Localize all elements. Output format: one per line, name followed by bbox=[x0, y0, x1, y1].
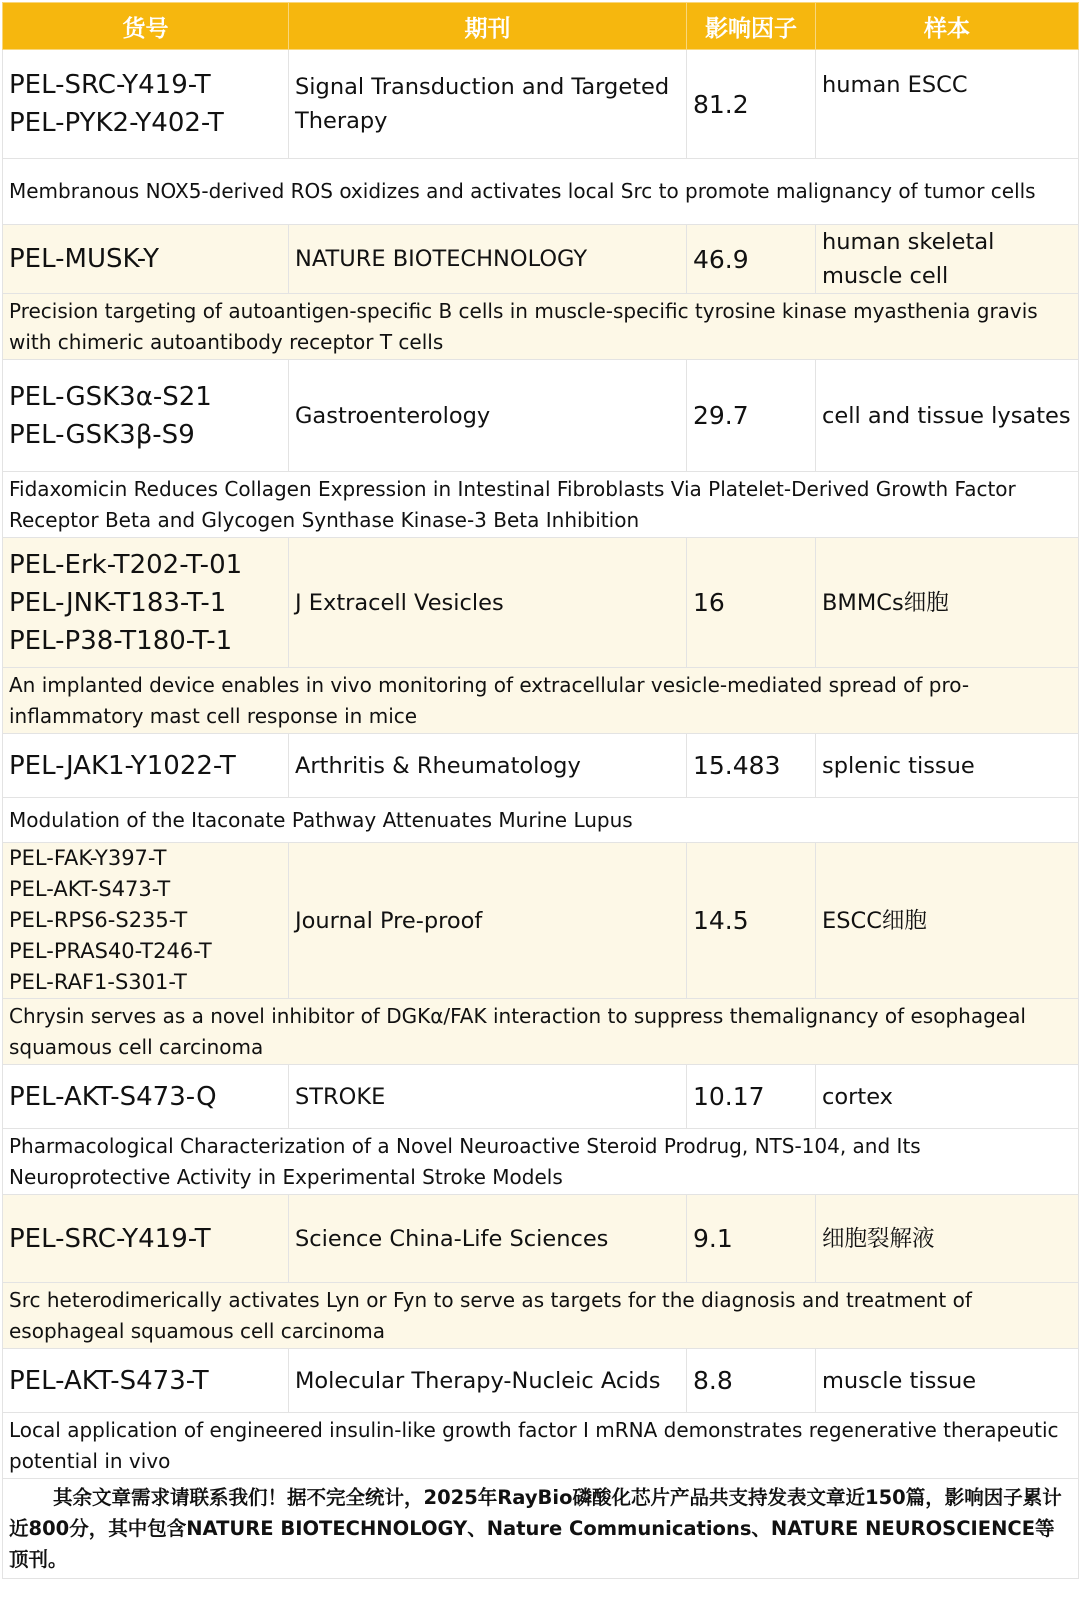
footer-row bbox=[3, 1479, 1079, 1579]
journal-cell: Gastroenterology bbox=[289, 360, 687, 472]
journal-cell: Science China-Life Sciences bbox=[289, 1195, 687, 1283]
catalog-cell bbox=[3, 843, 289, 999]
catalog-cell bbox=[3, 50, 289, 159]
sample-cell: muscle tissue bbox=[816, 1349, 1079, 1413]
header-catalog: 货号 bbox=[3, 3, 289, 50]
header-journal: 期刊 bbox=[289, 3, 687, 50]
journal-cell: Arthritis & Rheumatology bbox=[289, 734, 687, 798]
catalog-number: PEL-SRC-Y419-T bbox=[9, 1223, 211, 1254]
article-title-row bbox=[3, 159, 1079, 225]
catalog-number: PEL-RPS6-S235-T bbox=[9, 908, 188, 932]
sample-cell: cell and tissue lysates bbox=[816, 360, 1079, 472]
article-title: Chrysin serves as a novel inhibitor of DGKα/FAK interaction to suppress themalignancy of esophageal squamous cell carcinoma bbox=[3, 999, 1079, 1065]
table-row bbox=[3, 225, 1079, 294]
catalog-number: PEL-MUSK-Y bbox=[9, 244, 159, 274]
table-row bbox=[3, 734, 1079, 798]
article-title-row bbox=[3, 1413, 1079, 1479]
catalog-number: PEL-JAK1-Y1022-T bbox=[9, 750, 236, 781]
header-impact-factor: 影响因子 bbox=[687, 3, 816, 50]
catalog-number: PEL-GSK3α-S21 bbox=[9, 381, 212, 412]
catalog-cell bbox=[3, 225, 289, 294]
catalog-number: PEL-PYK2-Y402-T bbox=[9, 108, 224, 138]
article-title-row bbox=[3, 668, 1079, 734]
impact-factor-cell: 29.7 bbox=[687, 360, 816, 472]
article-title: Modulation of the Itaconate Pathway Attenuates Murine Lupus bbox=[3, 798, 1079, 843]
sample-cell: splenic tissue bbox=[816, 734, 1079, 798]
journal-cell: STROKE bbox=[289, 1065, 687, 1129]
catalog-number: PEL-FAK-Y397-T bbox=[9, 846, 167, 870]
catalog-cell bbox=[3, 360, 289, 472]
footer-note: 其余文章需求请联系我们！据不完全统计，2025年RayBio磷酸化芯片产品共支持发表文章近150篇，影响因子累计近800分，其中包含NATURE BIOTECHNOLOGY、Nature Communications、NATURE NEUROSCIENCE等顶刊。 bbox=[3, 1479, 1079, 1579]
journal-cell: Journal Pre-proof bbox=[289, 843, 687, 999]
impact-factor-cell: 9.1 bbox=[687, 1195, 816, 1283]
impact-factor-cell: 46.9 bbox=[687, 225, 816, 294]
impact-factor-cell: 10.17 bbox=[687, 1065, 816, 1129]
catalog-number: PEL-P38-T180-T-1 bbox=[9, 625, 233, 656]
catalog-number: PEL-PRAS40-T246-T bbox=[9, 939, 212, 963]
sample-cell: cortex bbox=[816, 1065, 1079, 1129]
catalog-number: PEL-AKT-S473-T bbox=[9, 877, 171, 901]
table-row bbox=[3, 50, 1079, 159]
table-row bbox=[3, 1065, 1079, 1129]
publication-table-container bbox=[2, 2, 1078, 1579]
article-title: Fidaxomicin Reduces Collagen Expression in Intestinal Fibroblasts Via Platelet-Derived Growth Factor Receptor Beta and Glycogen Synthase Kinase-3 Beta Inhibition bbox=[3, 472, 1079, 538]
article-title-row bbox=[3, 294, 1079, 360]
impact-factor-cell: 15.483 bbox=[687, 734, 816, 798]
sample-cell: 细胞裂解液 bbox=[816, 1195, 1079, 1283]
table-row bbox=[3, 538, 1079, 668]
catalog-number: PEL-Erk-T202-T-01 bbox=[9, 549, 243, 580]
journal-cell: NATURE BIOTECHNOLOGY bbox=[289, 225, 687, 294]
article-title: Pharmacological Characterization of a Novel Neuroactive Steroid Prodrug, NTS-104, and Its Neuroprotective Activity in Experimental Stroke Models bbox=[3, 1129, 1079, 1195]
sample-cell: human skeletal muscle cell bbox=[816, 225, 1079, 294]
article-title-row bbox=[3, 798, 1079, 843]
impact-factor-cell: 81.2 bbox=[687, 50, 816, 159]
article-title-row bbox=[3, 1129, 1079, 1195]
catalog-cell bbox=[3, 1349, 289, 1413]
header-sample: 样本 bbox=[816, 3, 1079, 50]
impact-factor-cell: 16 bbox=[687, 538, 816, 668]
catalog-number: PEL-JNK-T183-T-1 bbox=[9, 587, 227, 618]
article-title: Src heterodimerically activates Lyn or Fyn to serve as targets for the diagnosis and treatment of esophageal squamous cell carcinoma bbox=[3, 1283, 1079, 1349]
catalog-cell bbox=[3, 1195, 289, 1283]
table-row bbox=[3, 1195, 1079, 1283]
table-row bbox=[3, 1349, 1079, 1413]
article-title-row bbox=[3, 472, 1079, 538]
article-title: Precision targeting of autoantigen-specific B cells in muscle-specific tyrosine kinase myasthenia gravis with chimeric autoantibody receptor T cells bbox=[3, 294, 1079, 360]
article-title: Local application of engineered insulin-like growth factor I mRNA demonstrates regenerative therapeutic potential in vivo bbox=[3, 1413, 1079, 1479]
sample-cell: ESCC细胞 bbox=[816, 843, 1079, 999]
journal-cell: Molecular Therapy-Nucleic Acids bbox=[289, 1349, 687, 1413]
publication-table bbox=[2, 2, 1079, 1579]
catalog-cell bbox=[3, 734, 289, 798]
impact-factor-cell: 8.8 bbox=[687, 1349, 816, 1413]
catalog-number: PEL-RAF1-S301-T bbox=[9, 970, 187, 994]
header-row bbox=[3, 3, 1079, 50]
catalog-cell bbox=[3, 538, 289, 668]
table-row bbox=[3, 360, 1079, 472]
journal-cell: J Extracell Vesicles bbox=[289, 538, 687, 668]
impact-factor-cell: 14.5 bbox=[687, 843, 816, 999]
sample-cell: BMMCs细胞 bbox=[816, 538, 1079, 668]
catalog-number: PEL-AKT-S473-T bbox=[9, 1365, 209, 1396]
catalog-number: PEL-GSK3β-S9 bbox=[9, 419, 195, 450]
catalog-cell bbox=[3, 1065, 289, 1129]
journal-cell: Signal Transduction and Targeted Therapy bbox=[289, 50, 687, 159]
article-title: An implanted device enables in vivo monitoring of extracellular vesicle-mediated spread of pro-inflammatory mast cell response in mice bbox=[3, 668, 1079, 734]
catalog-number: PEL-SRC-Y419-T bbox=[9, 70, 211, 100]
catalog-number: PEL-AKT-S473-Q bbox=[9, 1081, 217, 1112]
sample-cell: human ESCC bbox=[816, 50, 1079, 159]
article-title: Membranous NOX5-derived ROS oxidizes and activates local Src to promote malignancy of tumor cells bbox=[3, 159, 1079, 225]
article-title-row bbox=[3, 999, 1079, 1065]
article-title-row bbox=[3, 1283, 1079, 1349]
table-row bbox=[3, 843, 1079, 999]
